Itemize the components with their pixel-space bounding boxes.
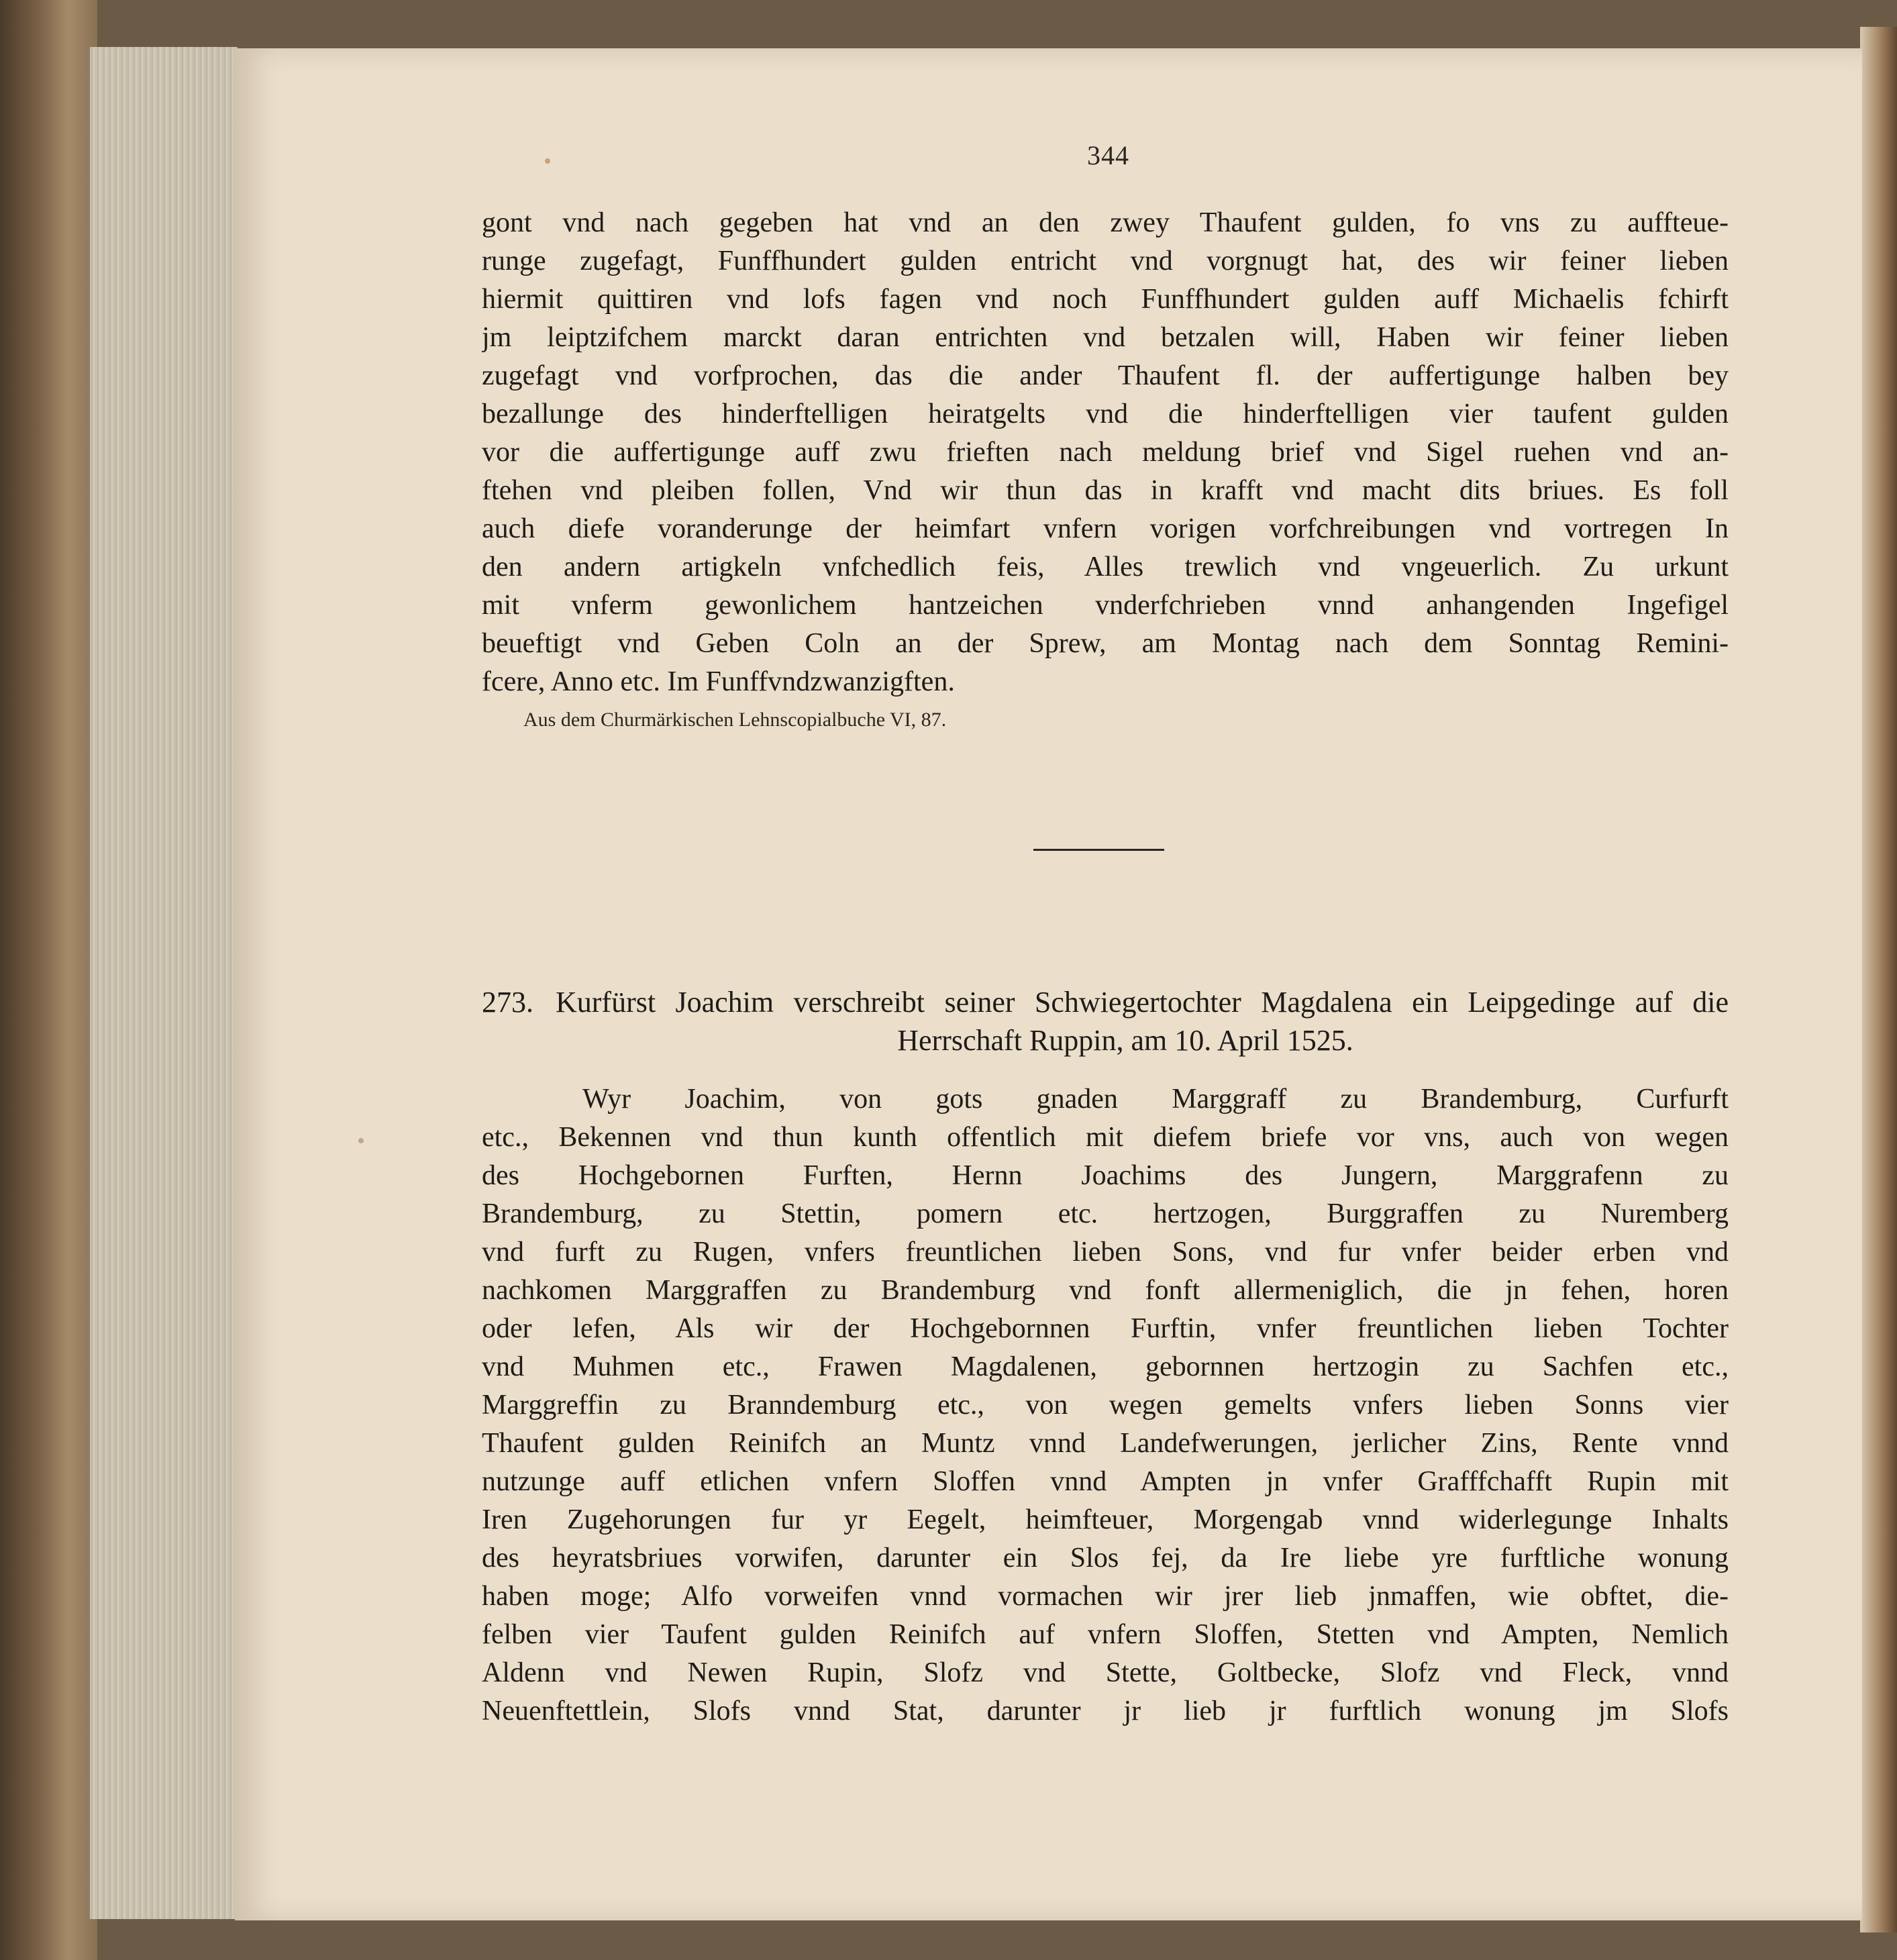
document-heading <box>482 983 1729 1060</box>
document-text-block <box>482 1080 1729 1731</box>
text-line: gont vnd nach gegeben hat vnd an den zwey Thaufent gulden, fo vns zu auffteue- <box>482 207 1729 238</box>
text-line: vnd furft zu Rugen, vnfers freuntlichen lieben Sons, vnd fur vnfer beider erben vnd <box>482 1237 1729 1268</box>
text-line: Neuenftettlein, Slofs vnnd Stat, darunter jr lieb jr furftlich wonung jm Slofs <box>482 1696 1729 1726</box>
text-line: bezallunge des hinderftelligen heiratgelts vnd die hinderftelligen vier taufent gulden <box>482 399 1729 429</box>
text-line: vnd Muhmen etc., Frawen Magdalenen, gebornnen hertzogin zu Sachfen etc., <box>482 1351 1729 1382</box>
text-line: auch diefe voranderunge der heimfart vnfern vorigen vorfchreibungen vnd vortregen In <box>482 513 1729 544</box>
heading-line-1 <box>482 983 1729 1021</box>
text-line: fcere, Anno etc. Im Funffvndzwanzigften. <box>482 666 955 697</box>
text-line: Brandemburg, zu Stettin, pomern etc. hertzogen, Burggraffen zu Nuremberg <box>482 1198 1729 1229</box>
heading-text: Kurfürst Joachim verschreibt seiner Schwiegertochter Magdalena ein Leipgedinge auf die <box>556 986 1729 1019</box>
heading-line-2: Herrschaft Ruppin, am 10. April 1525. <box>897 1024 1353 1057</box>
text-line: Wyr Joachim, von gots gnaden Marggraff zu Brandemburg, Curfurft <box>582 1084 1729 1115</box>
text-line: ftehen vnd pleiben follen, Vnd wir thun das in krafft vnd macht dits briues. Es foll <box>482 475 1729 506</box>
text-line: runge zugefagt, Funffhundert gulden entricht vnd vorgnugt hat, des wir feiner lieben <box>482 246 1729 276</box>
text-line: haben moge; Alfo vorweifen vnnd vormachen wir jrer lieb jnmaffen, wie obftet, die- <box>482 1581 1729 1612</box>
continued-text-block <box>482 204 1729 701</box>
text-line: felben vier Taufent gulden Reinifch auf vnfern Sloffen, Stetten vnd Ampten, Nemlich <box>482 1619 1729 1650</box>
text-line: zugefagt vnd vorfprochen, das die ander Thaufent fl. der auffertigunge halben bey <box>482 360 1729 391</box>
text-line: Iren Zugehorungen fur yr Eegelt, heimfteuer, Morgengab vnnd widerlegunge Inhalts <box>482 1504 1729 1535</box>
text-line: nutzunge auff etlichen vnfern Sloffen vnnd Ampten jn vnfer Grafffchafft Rupin mit <box>482 1466 1729 1497</box>
book-spine <box>0 0 97 1960</box>
foxing-spot <box>545 158 550 164</box>
text-line: Aldenn vnd Newen Rupin, Slofz vnd Stette, Goltbecke, Slofz vnd Fleck, vnnd <box>482 1657 1729 1688</box>
foxing-spot <box>358 1138 364 1143</box>
text-line: den andern artigkeln vnfchedlich feis, Alles trewlich vnd vngeuerlich. Zu urkunt <box>482 552 1729 582</box>
text-line: jm leiptzifchem marckt daran entrichten vnd betzalen will, Haben wir feiner lieben <box>482 322 1729 353</box>
page-number: 344 <box>1087 140 1129 170</box>
section-divider <box>1033 849 1164 851</box>
book-cover-edge <box>1860 27 1897 1932</box>
text-line: Marggreffin zu Branndemburg etc., von wegen gemelts vnfers lieben Sonns vier <box>482 1390 1729 1421</box>
text-line: etc., Bekennen vnd thun kunth offentlich mit diefem briefe vor vns, auch von wegen <box>482 1122 1729 1153</box>
text-line: beueftigt vnd Geben Coln an der Sprew, am Montag nach dem Sonntag Remini- <box>482 628 1729 659</box>
text-line: nachkomen Marggraffen zu Brandemburg vnd fonft allermeniglich, die jn fehen, horen <box>482 1275 1729 1306</box>
text-line: Thaufent gulden Reinifch an Muntz vnnd Landefwerungen, jerlicher Zins, Rente vnnd <box>482 1428 1729 1459</box>
text-line: des Hochgebornen Furften, Hernn Joachims des Jungern, Marggrafenn zu <box>482 1160 1729 1191</box>
text-line: hiermit quittiren vnd lofs fagen vnd noch Funffhundert gulden auff Michaelis fchirft <box>482 284 1729 315</box>
page-stack-edge <box>87 47 238 1919</box>
text-line: des heyratsbriues vorwifen, darunter ein Slos fej, da Ire liebe yre furftliche wonung <box>482 1543 1729 1574</box>
text-line: vor die auffertigunge auff zwu frieften nach meldung brief vnd Sigel ruehen vnd an- <box>482 437 1729 468</box>
source-citation: Aus dem Churmärkischen Lehnscopialbuche VI, 87. <box>523 709 947 731</box>
text-line: mit vnferm gewonlichem hantzeichen vnderfchrieben vnnd anhangenden Ingefigel <box>482 590 1729 621</box>
text-line: oder lefen, Als wir der Hochgebornnen Furftin, vnfer freuntlichen lieben Tochter <box>482 1313 1729 1344</box>
document-number: 273. <box>482 986 533 1019</box>
